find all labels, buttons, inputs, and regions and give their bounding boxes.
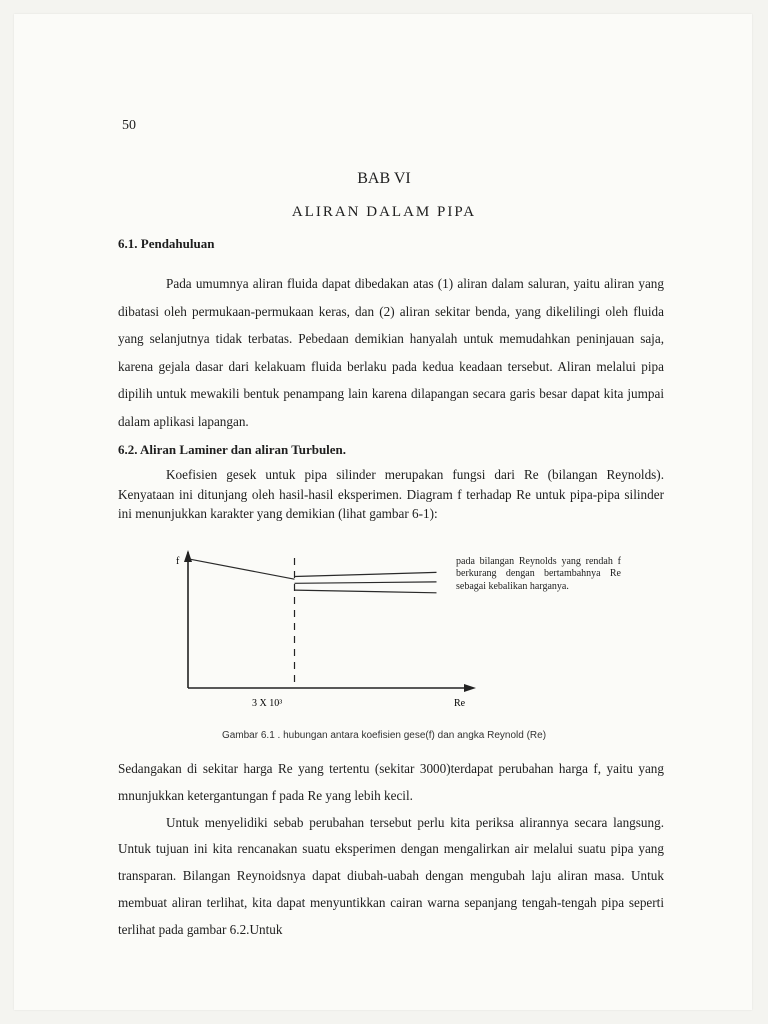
page-number: 50 [122,118,136,133]
section-3-body [118,756,664,944]
series-line-2 [295,572,437,576]
friction-factor-chart [160,548,480,718]
section-1-body [118,270,664,436]
figure-note: pada bilangan Reynolds yang rendah f berkurang dengan bertambahnya Re sebagai kebalikan harganya. [456,556,621,592]
section-heading-pendahuluan: 6.1. Pendahuluan [118,236,215,251]
section-heading-laminer-turbulen: 6.2. Aliran Laminer dan aliran Turbulen. [118,442,347,457]
x-axis-arrow [464,684,476,692]
x-axis-label: Re [454,698,466,709]
paragraph-perubahan-harga: Sedangakan di sekitar harga Re yang tertentu (sekitar 3000)terdapat perubahan harga f, yaitu yang mnunjukkan ketergantungan f pada Re yang lebih kecil. [118,761,664,803]
chart-series [188,559,437,593]
series-line-3 [295,582,437,583]
series-line-1 [188,559,295,579]
y-axis-label: f [176,556,180,567]
series-line-4 [295,590,437,593]
chapter-label: BAB VI [357,170,411,187]
x-marker-label: 3 X 10³ [252,698,283,709]
paragraph-eksperimen: Untuk menyelidiki sebab perubahan tersebut perlu kita periksa alirannya secara langsung. Untuk tujuan ini kita rencanakan suatu eksperimen dengan mengalirkan air melalui suatu pipa yang transparan. Bilangan Reynoidsnya dapat diubah-uabah dengan mengubah laju aliran masa. Untuk membuat aliran terlihat, kita dapat menyuntikkan cairan warna sepanjang tengah-tengah pipa seperti terlihat pada gambar 6.2.Untuk [118,814,664,937]
figure-caption: Gambar 6.1 . hubungan antara koefisien gese(f) dan angka Reynold (Re) [221,730,547,741]
chapter-title: ALIRAN DALAM PIPA [291,204,477,220]
section-2-body [118,465,664,524]
paragraph-koefisien-gesek: Koefisien gesek untuk pipa silinder merupakan fungsi dari Re (bilangan Reynolds). Kenyataan ini ditunjang oleh hasil-hasil eksperimen. Diagram f terhadap Re untuk pipa-pipa silinder ini menunjukkan karakter yang demikian (lihat gambar 6-1): [118,467,664,521]
paragraph-pendahuluan: Pada umumnya aliran fluida dapat dibedakan atas (1) aliran dalam saluran, yaitu aliran yang dibatasi oleh permukaan-permukaan keras, dan (2) aliran sekitar benda, yang dikelilingi oleh fluida yang selanjutnya tidak terbatas. Pebedaan demikian hanyalah untuk memudahkan peninjauan saja, karena gejala dasar dari kelakuam fluida berlaku pada kedua keadaan tersebut. Aliran melalui pipa dipilih untuk mewakili bentuk penampang lain karena dilapangan secara garis besar dapat kita jumpai dalam aplikasi lapangan. [118,276,664,429]
y-axis-arrow [184,550,192,562]
